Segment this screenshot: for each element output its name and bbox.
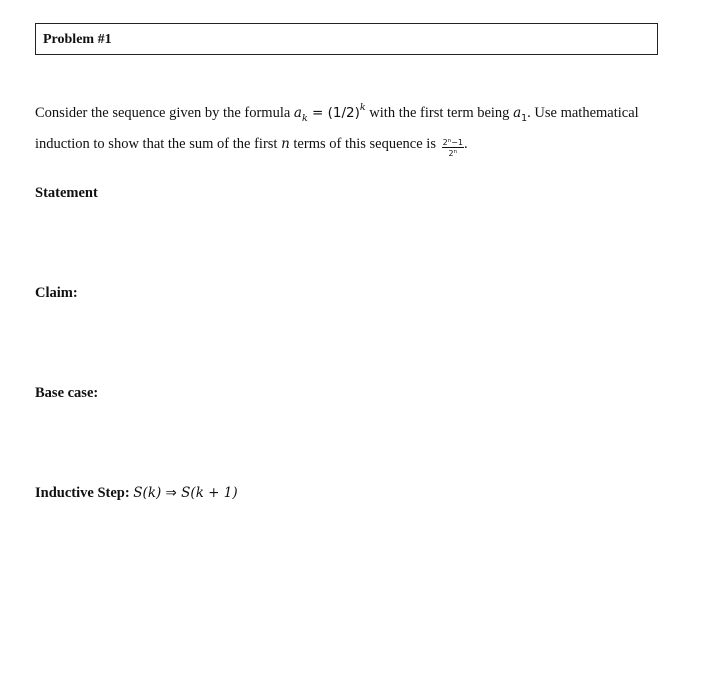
math-var-a: a (293, 105, 302, 121)
problem-title: Problem #1 (43, 32, 112, 47)
den-base: 2 (448, 149, 454, 158)
den-exponent: n (453, 149, 458, 155)
math-fraction (442, 137, 464, 158)
math-equals-half: = (1/2) (307, 105, 360, 121)
problem-title-box (35, 23, 658, 55)
math-arg-k-plus-1: (k + 1) (190, 485, 238, 501)
math-S-2: S (181, 485, 191, 501)
implies-arrow: ⇒ (161, 485, 182, 501)
problem-text-line-1 (35, 102, 639, 124)
text-segment: terms of this sequence is (289, 136, 440, 152)
math-subscript-k: k (301, 113, 308, 124)
math-superscript-k: k (359, 102, 366, 113)
text-segment: with the first term being (365, 105, 514, 121)
math-subscript-1: 1 (521, 113, 528, 124)
text-segment: Consider the sequence given by the formula (35, 105, 294, 121)
inductive-step-heading (35, 485, 238, 502)
math-S-1: S (133, 485, 143, 501)
num-exponent: n (447, 138, 452, 144)
fraction-numerator (442, 137, 464, 148)
inductive-step-formula (133, 485, 237, 501)
math-var-a1: a (513, 105, 522, 121)
problem-text-line-2 (35, 136, 468, 158)
inductive-step-label: Inductive Step: (35, 485, 134, 501)
text-segment: . (463, 136, 468, 152)
text-segment: induction to show that the sum of the first (35, 136, 282, 152)
num-base: 2 (442, 138, 448, 147)
statement-heading: Statement (35, 185, 98, 201)
num-rest: −1 (451, 138, 463, 147)
fraction-denominator (442, 148, 464, 158)
text-segment: . Use mathematical (527, 105, 639, 121)
claim-heading: Claim: (35, 285, 78, 301)
math-arg-k: (k) (142, 485, 162, 501)
math-var-n: n (281, 136, 290, 152)
base-case-heading: Base case: (35, 385, 99, 401)
